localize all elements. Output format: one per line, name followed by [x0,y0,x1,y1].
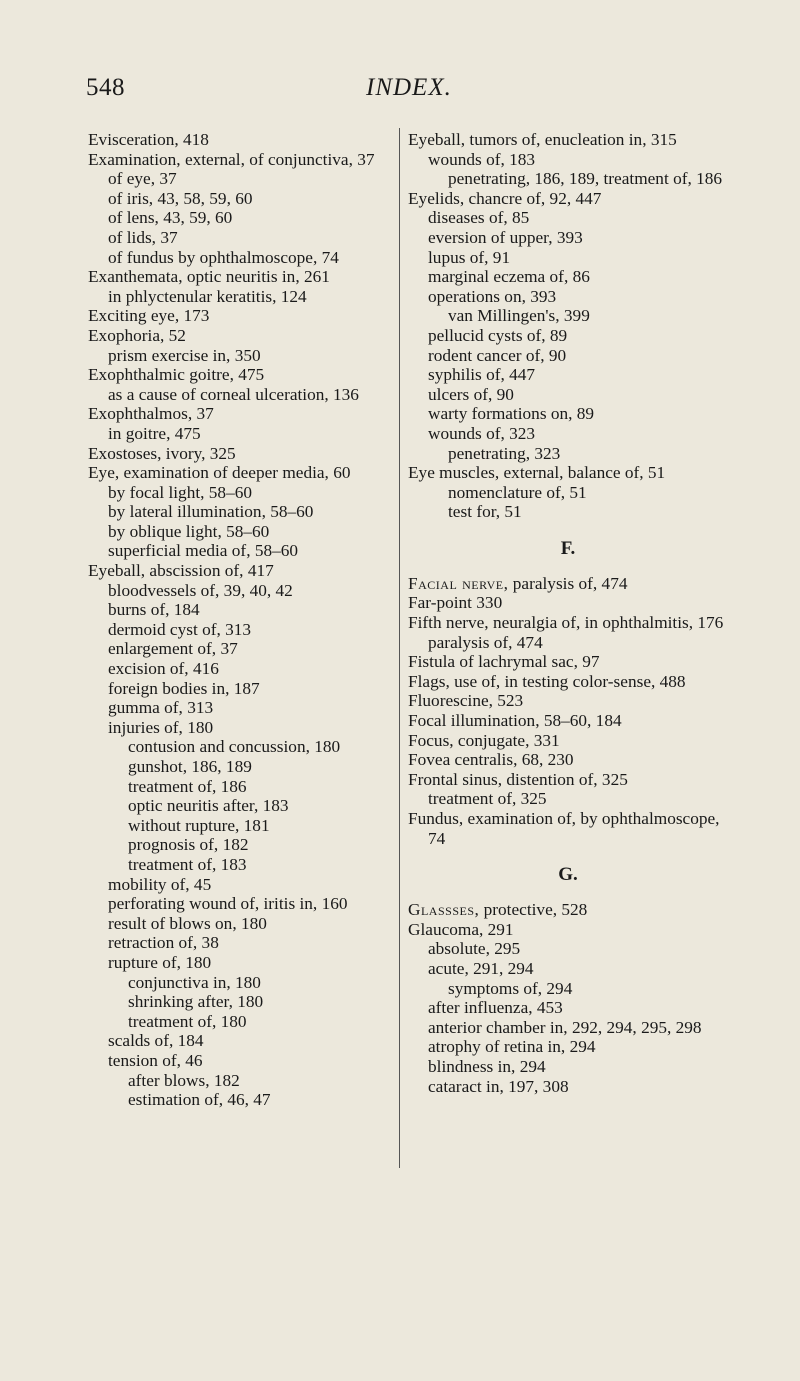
index-subentry: ulcers of, 90 [428,384,514,404]
index-subentry: burns of, 184 [108,600,200,620]
index-subentry: estimation of, 46, 47 [128,1090,271,1110]
index-subentry: lupus of, 91 [428,247,511,267]
column-divider [399,128,400,1168]
index-entry: Glaucoma, 291 [408,919,514,939]
index-subentry: prognosis of, 182 [128,835,249,855]
index-subentry: atrophy of retina in, 294 [428,1037,596,1057]
index-entry: Fifth nerve, neuralgia of, in ophthalmitis, 176 [408,613,724,633]
index-subentry: superficial media of, 58–60 [108,541,299,561]
index-subentry: paralysis of, 474 [428,632,543,652]
index-subentry: after blows, 182 [128,1070,240,1090]
index-subentry: perforating wound of, iritis in, 160 [108,894,348,914]
index-entry: Fistula of lachrymal sac, 97 [408,652,600,672]
index-entry: Fovea centralis, 68, 230 [408,750,574,770]
index-subentry: injuries of, 180 [108,717,214,737]
index-entry: Exostoses, ivory, 325 [88,443,236,463]
index-subentry: optic neuritis after, 183 [128,796,289,816]
index-subentry: symptoms of, 294 [448,978,573,998]
index-subentry: rodent cancer of, 90 [428,345,567,365]
index-entry: Evisceration, 418 [88,130,209,149]
index-subentry: absolute, 295 [428,939,521,959]
section-heading: G. [558,864,578,886]
index-subentry: bloodvessels of, 39, 40, 42 [108,580,293,600]
index-subentry: contusion and concussion, 180 [128,737,341,757]
index-entry: Eyeball, tumors of, enucleation in, 315 [408,130,677,149]
index-entry: Eyeball, abscission of, 417 [88,561,274,581]
index-subentry: of lids, 37 [108,227,178,247]
index-column-right [408,130,728,1096]
index-subentry: retraction of, 38 [108,933,219,953]
index-subentry: by focal light, 58–60 [108,482,252,502]
index-subentry: by oblique light, 58–60 [108,521,270,541]
index-entry: Far-point 330 [408,593,503,613]
index-subentry: operations on, 393 [428,286,557,306]
index-subentry: warty formations on, 89 [428,404,595,424]
index-subentry: in goitre, 475 [108,423,201,443]
index-entry: Exophthalmic goitre, 475 [88,365,265,385]
index-entry: Eyelids, chancre of, 92, 447 [408,188,602,208]
page-header [86,74,726,110]
index-subentry: blindness in, 294 [428,1056,546,1076]
index-subentry: wounds of, 183 [428,149,536,169]
index-entry: Fluorescine, 523 [408,691,524,711]
index-subentry: van Millingen's, 399 [448,306,590,326]
index-subentry: mobility of, 45 [108,874,212,894]
index-subentry: eversion of upper, 393 [428,227,583,247]
index-entry: Fundus, examination of, by ophthalmoscope, 74 [408,809,720,848]
index-entry: Eye muscles, external, balance of, 51 [408,463,666,483]
index-subentry: conjunctiva in, 180 [128,972,261,992]
index-subentry: marginal eczema of, 86 [428,267,590,287]
index-subentry: treatment of, 186 [128,776,247,796]
index-subentry: scalds of, 184 [108,1031,204,1051]
index-entry: Focus, conjugate, 331 [408,730,560,750]
index-subentry: cataract in, 197, 308 [428,1076,569,1096]
entry-keyword: Facial nerve, [408,573,509,593]
index-subentry: without rupture, 181 [128,815,270,835]
index-subentry: rupture of, 180 [108,952,212,972]
index-subentry: foreign bodies in, 187 [108,678,260,698]
index-entry: Exciting eye, 173 [88,306,210,326]
index-subentry: gunshot, 186, 189 [128,757,252,776]
index-subentry: test for, 51 [448,502,522,522]
index-subentry: diseases of, 85 [428,208,530,228]
index-subentry: result of blows on, 180 [108,913,267,933]
index-subentry: penetrating, 186, 189, treatment of, 186 [448,169,723,189]
index-subentry: pellucid cysts of, 89 [428,325,568,345]
index-entry: Flags, use of, in testing color-sense, 488 [408,671,686,691]
index-subentry: by lateral illumination, 58–60 [108,502,314,522]
entry-text: paralysis of, 474 [508,573,628,593]
index-subentry: of lens, 43, 59, 60 [108,208,233,228]
index-subentry: wounds of, 323 [428,423,536,443]
index-subentry: enlargement of, 37 [108,639,238,659]
index-subentry: of eye, 37 [108,169,177,189]
index-subentry: treatment of, 183 [128,854,247,874]
index-subentry: anterior chamber in, 292, 294, 295, 298 [428,1017,702,1037]
index-subentry: after influenza, 453 [428,998,563,1018]
index-entry: Exanthemata, optic neuritis in, 261 [88,267,330,287]
index-subentry: dermoid cyst of, 313 [108,619,252,639]
index-subentry: in phlyctenular keratitis, 124 [108,286,307,306]
index-subentry: acute, 291, 294 [428,958,534,978]
index-subentry: as a cause of corneal ulceration, 136 [108,384,359,404]
index-subentry: gumma of, 313 [108,698,214,718]
index-subentry: prism exercise in, 350 [108,345,261,365]
index-subentry: of fundus by ophthalmoscope, 74 [108,247,339,267]
index-subentry: of iris, 43, 58, 59, 60 [108,188,253,208]
index-subentry: nomenclature of, 51 [448,482,587,502]
entry-keyword: Glassses, [408,900,480,920]
index-subentry: syphilis of, 447 [428,365,536,385]
index-entry: Focal illumination, 58–60, 184 [408,711,622,731]
index-entry [408,900,728,920]
index-entry: Exophoria, 52 [88,325,186,345]
index-subentry: treatment of, 325 [428,789,547,809]
index-entry: Examination, external, of conjunctiva, 37 [88,149,375,169]
running-title: INDEX. [366,74,452,101]
index-entry [408,574,728,594]
index-column-left [88,130,404,1110]
index-subentry: penetrating, 323 [448,443,561,463]
index-subentry: tension of, 46 [108,1050,203,1070]
entry-text: protective, 528 [479,900,588,920]
index-subentry: shrinking after, 180 [128,992,264,1012]
index-entry: Exophthalmos, 37 [88,404,214,424]
index-subentry: excision of, 416 [108,659,219,679]
section-heading: F. [560,537,576,559]
index-entry: Eye, examination of deeper media, 60 [88,463,351,483]
index-entry: Frontal sinus, distention of, 325 [408,769,628,789]
page-number: 548 [86,74,125,101]
index-subentry: treatment of, 180 [128,1011,247,1031]
